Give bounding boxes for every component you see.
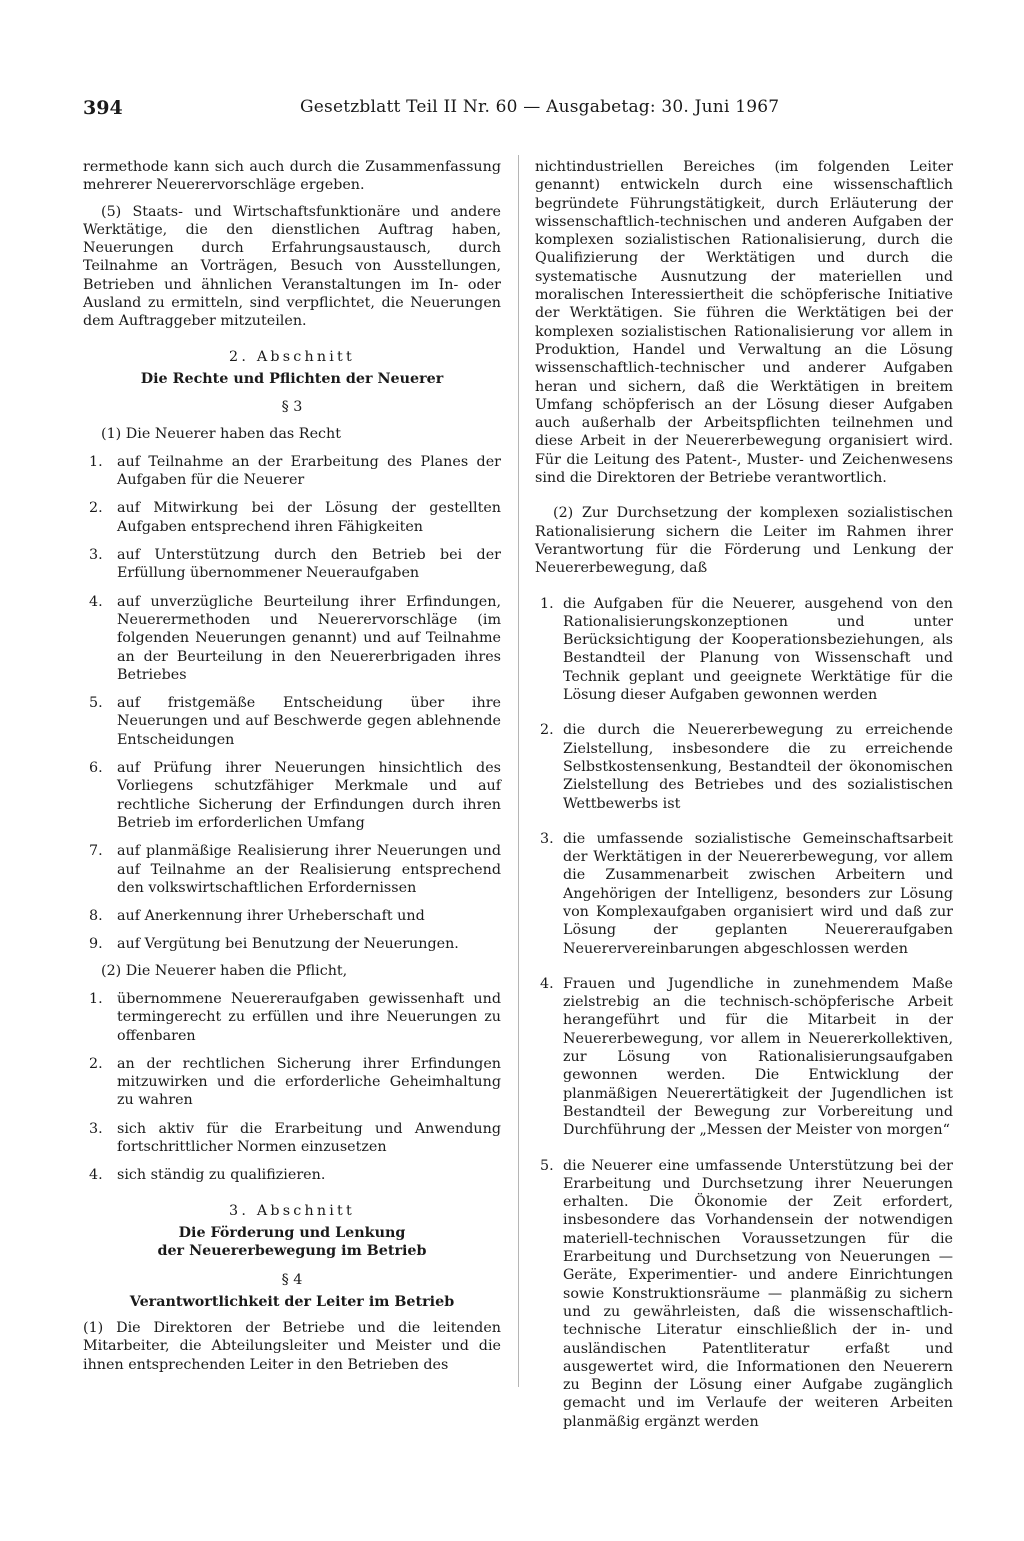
list-item (83, 499, 501, 536)
list-item (535, 1157, 953, 1431)
list-item (535, 975, 953, 1140)
list-item (535, 830, 953, 958)
list-item (83, 1055, 501, 1110)
paragraph-5: (5) Staats- und Wirtschaftsfunktionäre und andere Werktätige, die den dienstlichen Auftrag haben, Neuerungen durch Erfahrungsaustausch, durch Teilnahme an Vorträgen, Besuch von Ausstellungen, Betrieben und ähnlichen Veranstaltungen im In- oder Ausland zu ermitteln, sind verpflichtet, die Neuerungen dem Auftraggeber mitzuteilen. (83, 203, 501, 330)
list-item-text: die Aufgaben für die Neuerer, ausgehend von den Rationalisierungskonzeptionen und unter Berücksichtigung der Kooperationsbeziehungen, als Bestandteil der Planung von Wissenschaft und Technik geplant und geeignete Werktätige für die Lösung dieser Aufgaben gewonnen werden (563, 595, 953, 704)
list-item (535, 595, 953, 705)
list-item-number: 4. (89, 593, 103, 610)
section-2-title: Die Rechte und Pflichten der Neuerer (140, 370, 444, 387)
list-item-text: auf Unterstützung durch den Betrieb bei der Erfüllung übernommener Neueraufgaben (117, 547, 501, 582)
list-item (83, 1120, 501, 1157)
rights-list (83, 453, 501, 954)
list-item-text: auf Prüfung ihrer Neuerungen hinsichtlich des Vorliegens schutzfähiger Merkmale und auf rechtliche Sicherung der Erfindungen durch ihren Betrieb im erforderlichen Umfang (117, 760, 501, 831)
right-column (535, 158, 953, 1431)
list-item-text: sich ständig zu qualifizieren. (117, 1167, 326, 1184)
list-item (83, 907, 501, 925)
list-item-number: 8. (89, 908, 103, 925)
list-item (83, 990, 501, 1045)
list-item (83, 694, 501, 749)
list-item-text: übernommene Neuereraufgaben gewissenhaft und termingerecht zu erfüllen und ihre Neuerungen zu offenbaren (117, 990, 501, 1044)
page-header-title: Gesetzblatt Teil II Nr. 60 — Ausgabetag: 30. Juni 1967 (300, 97, 780, 117)
paragraph-4-title: Verantwortlichkeit der Leiter im Betrieb (129, 1293, 455, 1310)
list-item-number: 3. (89, 547, 103, 564)
list-item-text: auf Teilnahme an der Erarbeitung des Planes der Aufgaben für die Neuerer (117, 453, 501, 489)
section-3-label: 3. Abschnitt (229, 1202, 355, 1219)
list-item-text: die durch die Neuererbewegung zu erreichende Zielstellung, insbesondere die zu erreichende Selbstkostensenkung, Bestandteil der ökonomischen Zielstellung des Betriebes und des sozialistischen Wettbewerbs ist (563, 722, 953, 812)
list-item-number: 5. (540, 1157, 554, 1174)
list-item (535, 721, 953, 812)
list-item-text: auf planmäßige Realisierung ihrer Neuerungen und auf Teilnahme an der Realisierung entsprechend den volkswirtschaftlichen Erfordernissen (117, 843, 501, 896)
column-divider (518, 155, 519, 1387)
list-item-text: sich aktiv für die Erarbeitung und Anwendung fortschrittlicher Normen einzusetzen (117, 1120, 501, 1156)
continued-paragraph: nichtindustriellen Bereiches (im folgenden Leiter genannt) entwickeln durch eine wissenschaftlich begründete Führungstätigkeit, durch Erläuterung der wissenschaftlich-technischen und anderen Aufgaben der komplexen sozialistischen Rationalisierung, durch die Qualifizierung der Werktätigen und durch die systematische Ausnutzung der materiellen und moralischen Interessiertheit die schöpferische Initiative der Werktätigen. Sie führen die Werktätigen bei der komplexen sozialistischen Rationalisierung vor allem in Produktion, Handel und Verwaltung an die Lösung wissenschaftlich-technischer und anderer Aufgaben heran und sichern, daß die Werktätigen in breitem Umfang schöpferisch an der Lösung dieser Aufgaben auch außerhalb der Arbeitspflichten teilnehmen und diese Arbeit in der Neuererbewegung organisiert wird. Für die Leitung des Patent-, Muster- und Zeichenwesens sind die Direktoren der Betriebe verantwortlich. (535, 159, 953, 487)
list-item-number: 3. (89, 1120, 103, 1137)
section-2-label: 2. Abschnitt (229, 348, 355, 365)
page-number: 394 (83, 97, 123, 119)
list-item (83, 759, 501, 832)
list-item-text: Frauen und Jugendliche in zunehmendem Maße zielstrebig an die technisch-schöpferische Arbeit herangeführt und für die Mitarbeit in der Neuererbewegung, vor allem in Neuererkollektiven, zur Lösung von Rationalisierungsaufgaben gewonnen werden. Die Entwicklung der planmäßigen Neuerertätigkeit der Jugendlichen ist Bestandteil der Bewegung zur Vorbereitung und Durchführung der „Messen der Meister von morgen“ (563, 975, 953, 1139)
paragraph-4-sign: § 4 (281, 1271, 303, 1288)
list-item-number: 2. (540, 722, 554, 739)
list-item-text: auf unverzügliche Beurteilung ihrer Erfindungen, Neuerermethoden und Neuerervorschläge (im folgenden Neuerungen genannt) und auf Teilnahme an der Beurteilung in den Neuererbrigaden ihres Betriebes (117, 593, 501, 683)
paragraph-3-sign: § 3 (281, 399, 303, 416)
duties-intro: (2) Die Neuerer haben die Pflicht, (101, 962, 348, 979)
continued-paragraph: rermethode kann sich auch durch die Zusammenfassung mehrerer Neuerervorschläge ergeben. (83, 159, 501, 194)
leader-duties-list (535, 595, 953, 1431)
list-item-number: 1. (89, 990, 103, 1007)
section-3-title-line-2: der Neuererbewegung im Betrieb (157, 1243, 427, 1260)
duties-list (83, 990, 501, 1185)
list-item-text: auf Mitwirkung bei der Lösung der gestellten Aufgaben entsprechend ihren Fähigkeiten (117, 500, 501, 535)
list-item-text: die Neuerer eine umfassende Unterstützung bei der Erarbeitung und Durchsetzung ihrer Neuerungen erhalten. Die Ökonomie der Zeit erfordert, insbesondere das Vorhandensein der notwendigen materiell-technischen Voraussetzungen für die Erarbeitung und Durchsetzung von Neuerungen — Geräte, Experimentier- und andere Einrichtungen sowie Konstruktionsräume — planmäßig zu sichern und zu gewährleisten, daß die wissenschaftlich-technische Literatur einschließlich der in- und ausländischen Patentliteratur erfaßt und ausgewertet wird, die Informationen den Neuerern zu Beginn der Lösung einer Aufgabe zugänglich gemacht und im Verlaufe der weiteren Arbeiten planmäßig ergänzt werden (563, 1157, 953, 1430)
section-3-title-line-1: Die Förderung und Lenkung (178, 1224, 406, 1241)
list-item (83, 546, 501, 583)
list-item (83, 453, 501, 490)
list-item (83, 593, 501, 684)
paragraph-4-1: (1) Die Direktoren der Betriebe und die leitenden Mitarbeiter, die Abteilungsleiter und Meister und die ihnen entsprechenden Leiter in den Betrieben des (83, 1320, 501, 1373)
list-item (83, 1166, 501, 1184)
list-item-number: 2. (89, 1055, 103, 1072)
list-item (83, 842, 501, 897)
list-item-number: 4. (540, 975, 554, 992)
list-item-number: 2. (89, 500, 103, 517)
paragraph-4-2-intro: (2) Zur Durchsetzung der komplexen sozialistischen Rationalisierung sichern die Leiter im Rahmen ihrer Verantwortung für die Förderung und Lenkung der Neuererbewegung, daß (535, 505, 953, 577)
list-item (83, 935, 501, 953)
left-column (83, 158, 501, 1374)
list-item-text: die umfassende sozialistische Gemeinschaftsarbeit der Werktätigen in der Neuererbewegung, vor allem die Zusammenarbeit zwischen Arbeitern und Angehörigen der Intelligenz, besonders zur Lösung von Komplexaufgaben organisiert wird und daß zur Lösung der geplanten Neuereraufgaben Neuerervereinbarungen abgeschlossen werden (563, 830, 953, 957)
list-item-number: 6. (89, 760, 103, 777)
list-item-text: auf Anerkennung ihrer Urheberschaft und (117, 908, 425, 925)
list-item-number: 1. (540, 595, 554, 612)
list-item-number: 5. (89, 695, 103, 712)
rights-intro: (1) Die Neuerer haben das Recht (101, 425, 341, 442)
list-item-number: 9. (89, 936, 103, 953)
list-item-text: auf fristgemäße Entscheidung über ihre Neuerungen und auf Beschwerde gegen ablehnende Entscheidungen (117, 695, 501, 748)
list-item-text: an der rechtlichen Sicherung ihrer Erfindungen mitzuwirken und die erforderliche Geheimhaltung zu wahren (117, 1055, 501, 1109)
list-item-number: 7. (89, 843, 103, 860)
list-item-number: 4. (89, 1167, 103, 1184)
list-item-number: 3. (540, 830, 554, 847)
list-item-text: auf Vergütung bei Benutzung der Neuerungen. (117, 936, 459, 953)
list-item-number: 1. (89, 453, 103, 470)
